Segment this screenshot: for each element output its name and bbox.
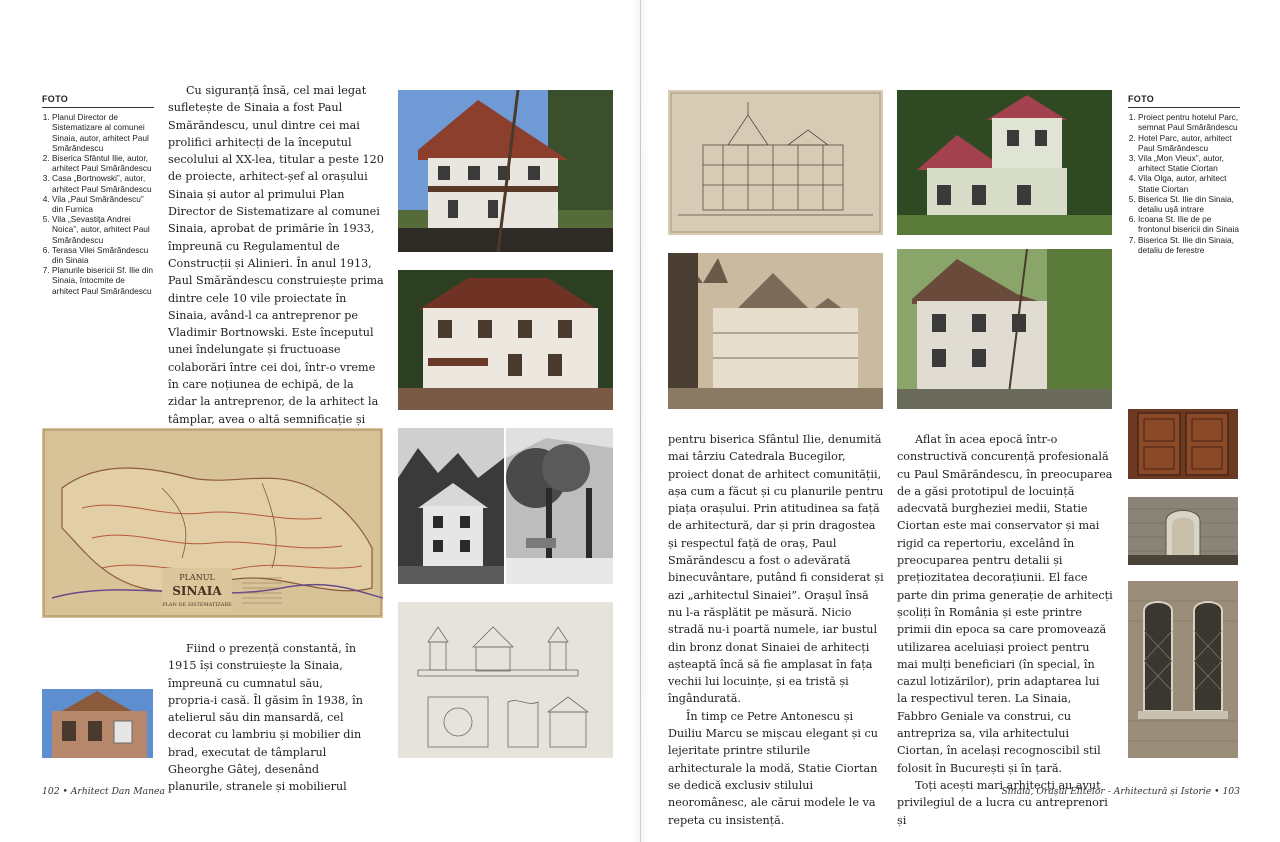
photo-hotel-parc bbox=[668, 253, 883, 409]
caption-item: 1. Planul Director de Sistematizare al comunei Sinaia, autor, arhitect Paul Smărăndescu bbox=[52, 112, 154, 153]
caption-item: 2. Biserica Sfântul Ilie, autor, arhitect Paul Smărăndescu bbox=[52, 153, 154, 173]
right-caption-heading: FOTO bbox=[1128, 94, 1240, 108]
photo-proiect-hotel-parc bbox=[668, 90, 883, 235]
map-title-1: PLANUL bbox=[179, 573, 215, 582]
left-text-bottom bbox=[168, 640, 368, 796]
photo-vila-noica bbox=[398, 428, 504, 584]
photo-vila-mon-vieux bbox=[897, 90, 1112, 235]
photo-vila-furnica bbox=[398, 270, 613, 410]
paragraph: Fiind o prezență constantă, în 1915 își construiește la Sinaia, împreună cu cumnatul său, propria-i casă. Îl găsim în 1938, în atelierul său din mansardă, cel decorat cu lambriu și mobilier din brad, executat de tâmplarul Gheorghe Gâtej, desenând planurile, stranele și mobilierul bbox=[168, 642, 363, 794]
left-caption-column bbox=[42, 94, 154, 296]
right-text-col2 bbox=[897, 431, 1113, 829]
caption-item: 3. Casa „Bortnowski”, autor, arhitect Paul Smărăndescu bbox=[52, 173, 154, 193]
caption-item: 7. Biserica St. Ilie din Sinaia, detaliu de ferestre bbox=[1138, 235, 1240, 255]
caption-item: 1. Proiect pentru hotelul Parc, semnat Paul Smărăndescu bbox=[1138, 112, 1240, 132]
caption-item: 3. Vila „Mon Vieux”, autor, arhitect Statie Ciortan bbox=[1138, 153, 1240, 173]
map-title-2: SINAIA bbox=[172, 584, 222, 598]
photo-planuri-biserica bbox=[398, 602, 613, 758]
caption-item: 6. Icoana St. Ilie de pe frontonul bisericii din Sinaia bbox=[1138, 214, 1240, 234]
caption-item: 2. Hotel Parc, autor, arhitect Paul Smărăndescu bbox=[1138, 133, 1240, 153]
page-gutter bbox=[640, 0, 641, 842]
caption-item: 4. Vila „Paul Smărăndescu” din Furnica bbox=[52, 194, 154, 214]
photo-vila-olga bbox=[897, 249, 1112, 409]
caption-item: 5. Vila „Sevastița Andrei Noica”, autor, arhitect Paul Smărăndescu bbox=[52, 214, 154, 245]
right-caption-list bbox=[1128, 112, 1240, 255]
caption-item: 6. Terasa Vilei Smărăndescu din Sinaia bbox=[52, 245, 154, 265]
map-planul-director bbox=[42, 428, 383, 618]
caption-item: 4. Vila Olga, autor, arhitect Statie Ciortan bbox=[1138, 173, 1240, 193]
photo-detaliu-ferestre bbox=[1128, 581, 1238, 758]
paragraph: În timp ce Petre Antonescu și Duiliu Marcu se mișcau elegant și cu lejeritate printre stilurile arhitecturale la modă, Statie Ciortan se dedică exclusiv stilului neoromânesc, ale cărui modele le va repeta cu insistență. bbox=[668, 709, 878, 827]
map-title-3: PLAN DE SISTEMATIZARE bbox=[162, 602, 232, 608]
left-footer: 102 • Arhitect Dan Manea bbox=[42, 786, 165, 797]
caption-item: 5. Biserica St. Ilie din Sinaia, detaliu ușă intrare bbox=[1138, 194, 1240, 214]
paragraph: Cu siguranță însă, cel mai legat sufletește de Sinaia a fost Paul Smărăndescu, unul dintre cei mai prolifici arhitecți de la începutul secolului al XX-lea, titular a peste 120 de proiecte, arhitect-șef al orașului Sinaia și autor al primului Plan Director de Sistematizare al comunei Sinaia, aprobat de primărie în 1933, împreună cu Regulamentul de Construcții și Alinieri. În anul 1913, Paul Smărăndescu construiește prima dintre cele 10 vile proiectate în Sinaia, având-l ca antreprenor pe Vladimir Bortnowski. Este începutul unei îndelungate și fructuoase colaborări între cei doi, într-o vreme în care noțiunea de echipă, de la zidar la antreprenor, de la arhitect la tâmplar, avea o altă semnificație și bbox=[168, 84, 384, 426]
paragraph: pentru biserica Sfântul Ilie, denumită mai târziu Catedrala Bucegilor, proiect donat de arhitect comunității, așa cum a făcut și cu planurile pentru piața orașului. Prin atitudinea sa față de arhitectură, dar și prin dragostea și respectul față de oraș, Paul Smărăndescu a fost o adevărată binecuvântare, putând fi considerat și azi „arhitectul Sinaiei”. Orașul însă nu l-a răsplătit pe măsură. Nicio stradă nu-i poartă numele, iar bustul din bronz donat Sinaiei de arhitecți așteaptă încă să fie amplasat în fața vechii lui locuințe, și ea tristă și îngândurată. bbox=[668, 433, 884, 706]
left-caption-list bbox=[42, 112, 154, 296]
right-footer: Sinaia, Orașul Elitelor - Arhitectură și Istorie • 103 bbox=[1001, 786, 1240, 797]
paragraph: Toți acești mari arhitecți au avut privilegiul de a lucra cu antreprenori și bbox=[897, 778, 1108, 827]
paragraph: Aflat în acea epocă într-o constructivă concurență profesională cu Paul Smărăndescu, în preocuparea de a găsi prototipul de locuință adecvată burgheziei medii, Statie Ciortan este mai conservator și mai rigid ca repertoriu, excelând în preocuparea pentru detalii și prețiozitatea decorațiunii. El face parte din prima generație de arhitecți școliți în România și este printre primii din epoca sa care promovează utilizarea aceluiași proiect pentru mai mulți beneficiari (în special, în cazul lotizărilor), prin adaptarea lui la respectivul teren. La Sinaia, Fabbro Geniale va construi, cu antrepriza sa, vila arhitectului Ciortan, în același recognoscibil stil folosit în București și în țară. bbox=[897, 433, 1113, 775]
right-caption-column bbox=[1128, 94, 1240, 255]
photo-small-building bbox=[42, 689, 153, 758]
left-caption-heading: FOTO bbox=[42, 94, 154, 108]
left-text-top bbox=[168, 82, 384, 480]
photo-detaliu-usa bbox=[1128, 409, 1238, 479]
caption-item: 7. Planurile bisericii Sf. Ilie din Sinaia, întocmite de arhitect Paul Smărăndescu bbox=[52, 265, 154, 296]
right-text-col1 bbox=[668, 431, 884, 829]
photo-casa-bortnowski bbox=[398, 90, 613, 252]
photo-terasa-vila bbox=[506, 428, 613, 584]
photo-icoana-st-ilie bbox=[1128, 497, 1238, 565]
